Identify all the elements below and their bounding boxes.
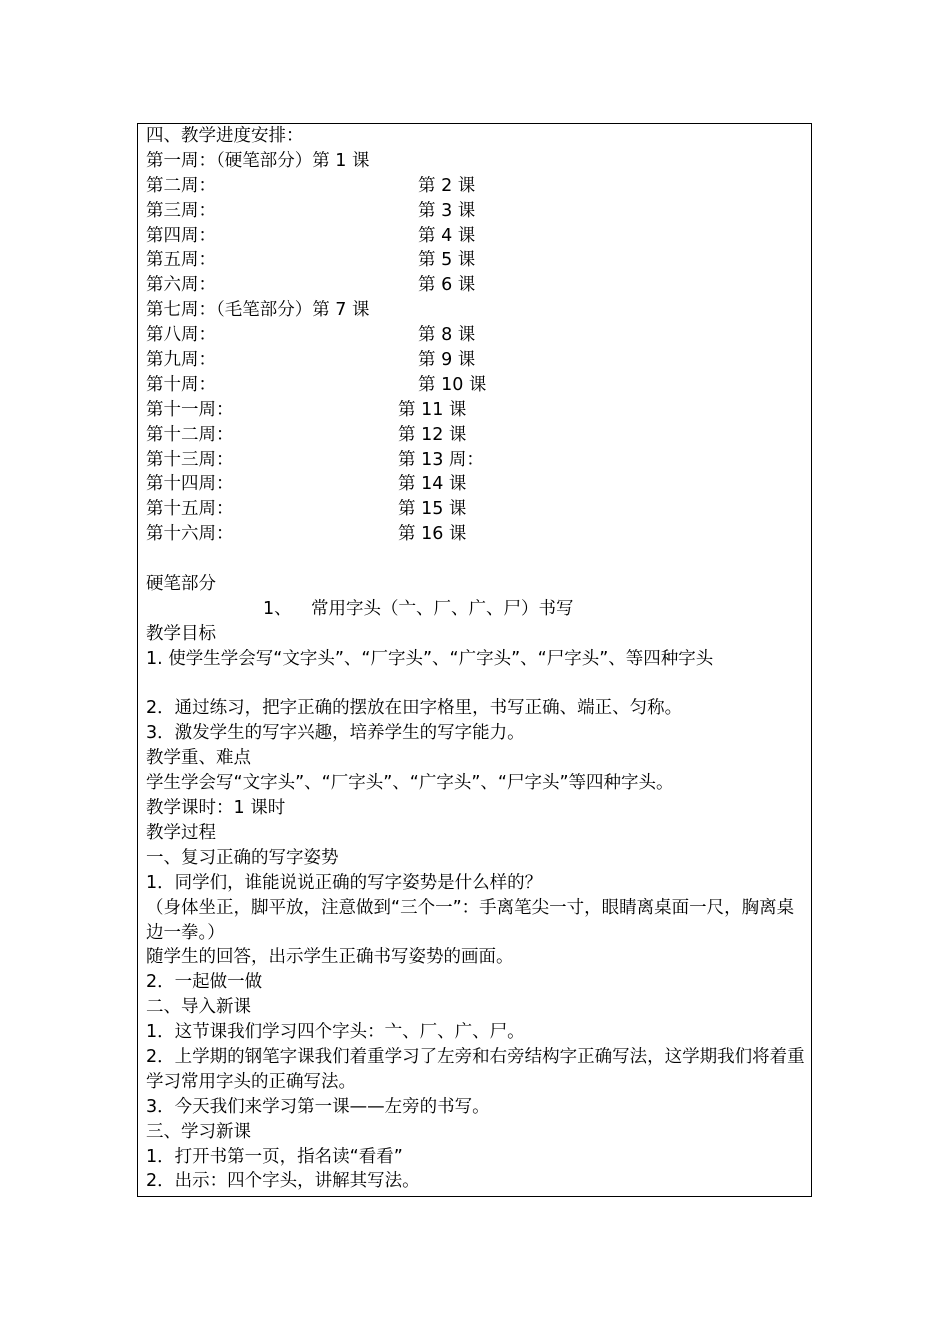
key-text: 学生学会写“文字头”、“厂字头”、“广字头”、“尸字头”等四种字头。	[146, 773, 674, 794]
schedule-week: 第三周：	[146, 200, 216, 221]
spacer	[146, 672, 811, 697]
schedule-week: 第五周：	[146, 250, 216, 271]
schedule-row	[146, 448, 811, 473]
schedule-week: 第六周：	[146, 275, 216, 296]
schedule-row	[146, 199, 811, 224]
schedule-lesson: 第 5 课	[418, 250, 476, 271]
schedule-lesson: 第 3 课	[418, 200, 476, 221]
schedule-week: 第七周：（毛笔部分）第 7 课	[146, 300, 370, 321]
step-heading: 一、复习正确的写字姿势	[146, 847, 339, 868]
schedule-lesson: 第 13 周：	[398, 449, 484, 470]
schedule-week: 第十六周：	[146, 524, 234, 545]
schedule-lesson: 第 12 课	[398, 424, 467, 445]
schedule-lesson: 第 15 课	[398, 499, 467, 520]
goal-item: 3．激发学生的写字兴趣，培养学生的写字能力。	[146, 723, 525, 744]
part-title: 硬笔部分	[146, 574, 216, 595]
schedule-lesson: 第 10 课	[418, 374, 487, 395]
schedule-lesson: 第 2 课	[418, 175, 476, 196]
goals-heading: 教学目标	[146, 623, 216, 644]
schedule-week: 第十四周：	[146, 474, 234, 495]
schedule-row	[146, 373, 811, 398]
schedule-row	[146, 323, 811, 348]
schedule-row	[146, 497, 811, 522]
document-body	[146, 124, 811, 1194]
schedule-lesson: 第 6 课	[418, 275, 476, 296]
schedule-row	[146, 149, 811, 174]
schedule-week: 第十五周：	[146, 499, 234, 520]
step-item: 1．这节课我们学习四个字头：亠、厂、广、尸。	[146, 1022, 525, 1043]
goal-item: 2．通过练习，把字正确的摆放在田字格里，书写正确、端正、匀称。	[146, 698, 683, 719]
key-heading: 教学重、难点	[146, 748, 251, 769]
schedule-lesson: 第 14 课	[398, 474, 467, 495]
schedule-week: 第十周：	[146, 374, 216, 395]
schedule-lesson: 第 9 课	[418, 350, 476, 371]
section-title: 四、教学进度安排：	[146, 126, 304, 146]
schedule-week: 第十三周：	[146, 449, 234, 470]
step-item: 3．今天我们来学习第一课——左旁的书写。	[146, 1096, 490, 1117]
schedule-row	[146, 423, 811, 448]
schedule-row	[146, 398, 811, 423]
schedule-row	[146, 348, 811, 373]
spacer	[146, 547, 811, 572]
goal-item: 1. 使学生学会写“文字头”、“厂字头”、“广字头”、“尸字头”、等四种字头	[146, 648, 714, 669]
schedule-week: 第十一周：	[146, 399, 234, 420]
schedule-row	[146, 248, 811, 273]
schedule-row	[146, 174, 811, 199]
schedule-week: 第四周：	[146, 225, 216, 246]
schedule-row	[146, 298, 811, 323]
step-heading: 三、学习新课	[146, 1121, 251, 1142]
schedule-row	[146, 472, 811, 497]
schedule-lesson: 第 8 课	[418, 325, 476, 346]
step-item: 2．上学期的钢笔字课我们着重学习了左旁和右旁结构字正确写法，这学期我们将着重学习常用字头的正确写法。	[146, 1046, 805, 1092]
step-item: 2．出示：四个字头，讲解其写法。	[146, 1171, 420, 1192]
step-item: 1．打开书第一页，指名读“看看”	[146, 1146, 403, 1167]
schedule-row	[146, 522, 811, 547]
schedule-week: 第八周：	[146, 325, 216, 346]
schedule-week: 第九周：	[146, 350, 216, 371]
schedule-week: 第一周：（硬笔部分）第 1 课	[146, 150, 370, 171]
lesson-hours: 教学课时：1 课时	[146, 798, 286, 819]
step-item: 1．同学们，谁能说说正确的写字姿势是什么样的？	[146, 872, 543, 893]
schedule-lesson: 第 11 课	[398, 399, 467, 420]
schedule-row	[146, 273, 811, 298]
schedule-lesson: 第 16 课	[398, 524, 467, 545]
process-heading: 教学过程	[146, 822, 216, 843]
lesson-number: 1、	[263, 598, 292, 619]
schedule-row	[146, 224, 811, 249]
step-note: （身体坐正，脚平放，注意做到“三个一”：手离笔尖一寸，眼睛离桌面一尺，胸离桌边一拳。）	[146, 897, 795, 943]
step-item: 随学生的回答，出示学生正确书写姿势的画面。	[146, 947, 514, 968]
lesson-title-text: 常用字头（亠、厂、广、尸）书写	[311, 598, 574, 619]
schedule-list	[146, 149, 811, 547]
step-item: 2．一起做一做	[146, 972, 263, 993]
schedule-week: 第十二周：	[146, 424, 234, 445]
schedule-lesson: 第 4 课	[418, 225, 476, 246]
schedule-week: 第二周：	[146, 175, 216, 196]
lesson-title	[146, 597, 811, 622]
step-heading: 二、导入新课	[146, 997, 251, 1018]
